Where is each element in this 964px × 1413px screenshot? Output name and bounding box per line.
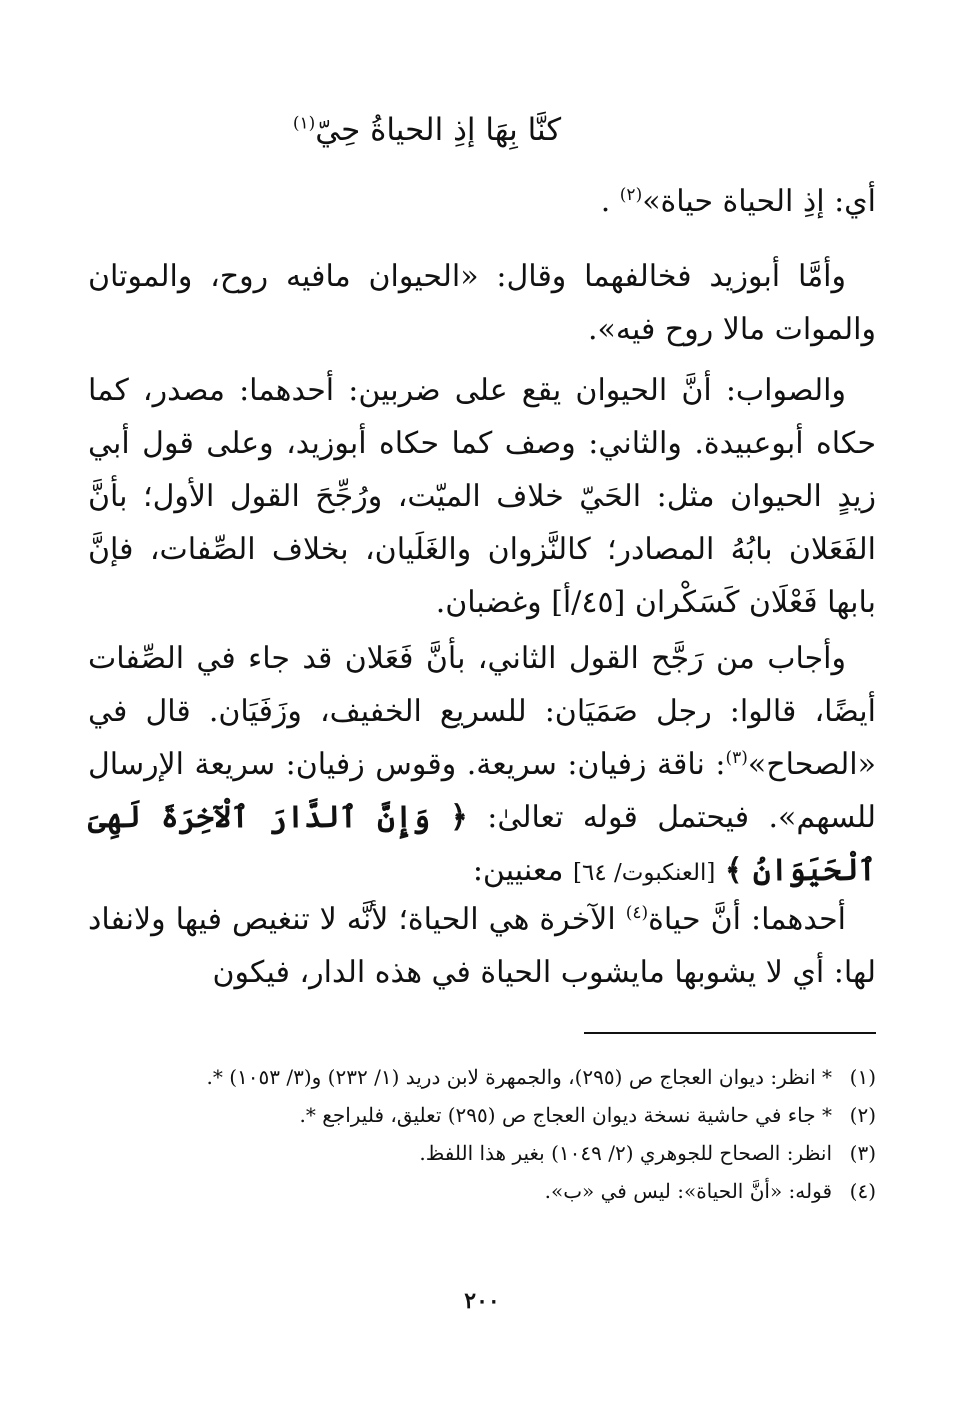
footnote-text: * انظر: ديوان العجاج ص (٢٩٥)، والجمهرة لابن دريد (١/ ٢٣٢) و(٣/ ١٠٥٣) *. xyxy=(206,1065,832,1089)
verse-text: كنَّا بِهَا إذِ الحياةُ حِيّ xyxy=(315,112,562,148)
footnote-ref-1: (١) xyxy=(292,113,316,134)
footnote xyxy=(76,1058,876,1096)
poetry-verse xyxy=(0,112,964,148)
paragraph-first-meaning xyxy=(88,893,876,999)
footnotes xyxy=(76,1058,876,1210)
paragraph-text: معنيين: xyxy=(472,853,564,888)
footnote-text: * جاء في حاشية نسخة ديوان العجاج ص (٢٩٥) تعليق، فليراجع *. xyxy=(299,1103,832,1127)
paragraph-correct-view xyxy=(88,364,876,629)
footnote-number: (١) xyxy=(849,1065,876,1089)
paragraph-text: الآخرة هي الحياة؛ لأنَّه لا تنغيص فيها ولانفاد لها: أي لا يشوبها مايشوب الحياة في هذه الدار، فيكون xyxy=(88,902,876,990)
footnote-ref-3: (٣) xyxy=(725,748,748,768)
footnote xyxy=(76,1172,876,1210)
footnote-number: (٣) xyxy=(849,1141,876,1165)
quran-citation: [العنكبوت/ ٦٤] xyxy=(573,860,716,886)
footnote-number: (٢) xyxy=(849,1103,876,1127)
footnote-text: قوله: «أنَّ الحياة»: ليس في «ب». xyxy=(544,1179,832,1203)
footnote-number: (٤) xyxy=(849,1179,876,1203)
footnote-text: انظر: الصحاح للجوهري (٢/ ١٠٤٩) بغير هذا اللفظ. xyxy=(419,1141,832,1165)
paragraph-abu-zayd xyxy=(88,250,876,356)
footnote xyxy=(76,1134,876,1172)
paragraph-second-view xyxy=(88,632,876,900)
paragraph-text: وأجاب من رَجَّح القول الثاني، بأنَّ فَعَلان قد جاء في الصِّفات أيضًا، قالوا: رجل صَمَيَان: للسريع الخفيف، وزَفَيَان. قال في «الصحاح» xyxy=(88,641,876,782)
footnote-ref-2: (٢) xyxy=(619,185,643,205)
footnote-separator xyxy=(584,1032,876,1034)
paragraph-text: أحدهما: أنَّ حياة xyxy=(648,902,847,937)
page-number: ٢٠٠ xyxy=(464,1288,500,1314)
footnote xyxy=(76,1096,876,1134)
gloss-end: . xyxy=(600,184,611,219)
paragraph-text: والصواب: أنَّ الحيوان يقع على ضربين: أحدهما: مصدر، كما حكاه أبوعبيدة. والثاني: وصف كما حكاه أبوزيد، وعلى قول أبي زيدٍ الحيوان مثل: الحَيّ خلاف الميّت، ورُجِّحَ القول الأول؛ بأنَّ الفَعَلان بابُهُ المصادر؛ كالنَّزوان والغَلَيان، بخلاف الصِّفات، فإنَّ بابها فَعْلَان كَسَكْران [٤٥/أ] وغضبان. xyxy=(88,373,876,620)
gloss-text: أي: إذِ الحياة حياة» xyxy=(642,184,876,219)
quran-verse: ﴿ وَإِنَّ ٱلدَّارَ ٱلْآخِرَةَ لَهِىَ ٱلْحَيَوَانُ ﴾ xyxy=(88,800,876,888)
verse-gloss xyxy=(601,184,876,219)
paragraph-text: وأمَّا أبوزيد فخالفهما وقال: «الحيوان مافيه روح، والموتان والموات مالا روح فيه». xyxy=(88,259,876,347)
paragraph-text: : ناقة زفيان: سريعة. وقوس زفيان: سريعة الإرسال للسهم». فيحتمل قوله تعالىٰ: xyxy=(88,747,876,835)
footnote-ref-4: (٤) xyxy=(625,903,649,923)
